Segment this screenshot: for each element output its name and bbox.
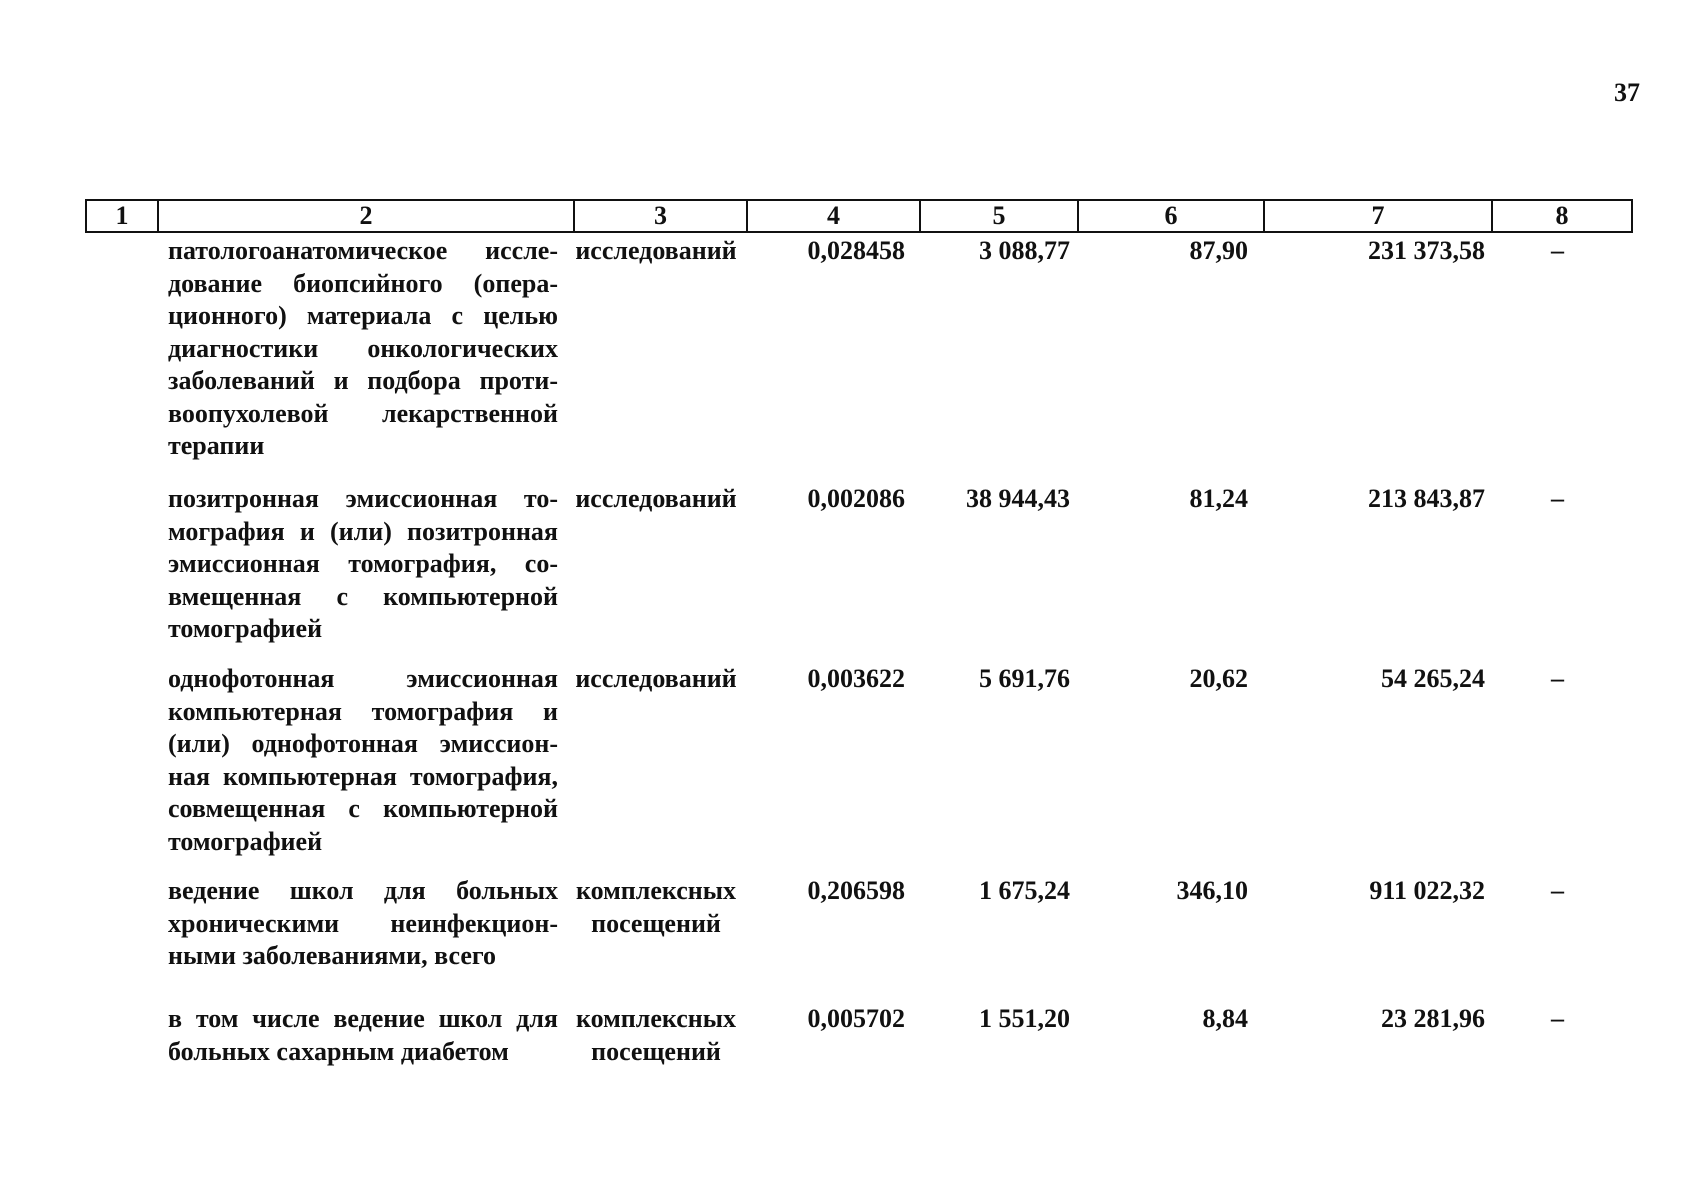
row-description: патологоанатомическое исследование биопсийного (операционного) материала с целью диагностики онкологических заболеваний и подбора противоопухолевой лекарственной терапии — [168, 236, 558, 460]
row-unit: исследований — [575, 236, 737, 265]
row-col5-value: 1 675,24 — [979, 876, 1070, 905]
row-col8-value: – — [1551, 236, 1564, 265]
row-col7-value: 213 843,87 — [1368, 484, 1485, 513]
row-col5-value: 5 691,76 — [979, 664, 1070, 693]
row-col4-value: 0,003622 — [807, 664, 905, 693]
row-description: однофотонная эмиссионная компьютерная томография и (или) однофотонная эмиссионная компьютерная томография, совмещенная с компьютерной томографией — [168, 664, 558, 856]
row-col8-value: – — [1551, 664, 1564, 693]
row-description: позитронная эмиссионная томография и (или) позитронная эмиссионная томография, совмещенная с компьютерной томографией — [168, 484, 558, 643]
header-col-7: 7 — [1264, 200, 1492, 232]
row-col7-value: 54 265,24 — [1381, 664, 1485, 693]
header-col-4: 4 — [747, 200, 920, 232]
row-col7-value: 231 373,58 — [1368, 236, 1485, 265]
row-col5-value: 1 551,20 — [979, 1004, 1070, 1033]
row-col6-value: 8,84 — [1202, 1004, 1248, 1033]
row-col5-value: 38 944,43 — [966, 484, 1070, 513]
row-col4-value: 0,028458 — [807, 236, 905, 265]
row-col8-value: – — [1551, 484, 1564, 513]
row-col4-value: 0,206598 — [807, 876, 905, 905]
row-col6-value: 87,90 — [1189, 236, 1248, 265]
row-col4-value: 0,005702 — [807, 1004, 905, 1033]
row-col6-value: 20,62 — [1189, 664, 1248, 693]
row-col6-value: 346,10 — [1176, 876, 1248, 905]
row-unit: комплексных посещений — [575, 1004, 737, 1066]
column-number-header — [85, 199, 1633, 233]
row-col4-value: 0,002086 — [807, 484, 905, 513]
row-col8-value: – — [1551, 1004, 1564, 1033]
header-col-1: 1 — [86, 200, 158, 232]
row-unit: исследований — [575, 484, 737, 513]
row-col6-value: 81,24 — [1189, 484, 1248, 513]
page-number: 37 — [1614, 78, 1640, 107]
row-col7-value: 23 281,96 — [1381, 1004, 1485, 1033]
header-col-8: 8 — [1492, 200, 1632, 232]
row-unit: исследований — [575, 664, 737, 693]
header-col-5: 5 — [920, 200, 1078, 232]
header-col-2: 2 — [158, 200, 574, 232]
header-col-3: 3 — [574, 200, 747, 232]
row-col8-value: – — [1551, 876, 1564, 905]
row-col7-value: 911 022,32 — [1369, 876, 1485, 905]
row-description: в том числе ведение школ для больных сахарным диабетом — [168, 1004, 558, 1066]
row-description: ведение школ для больных хроническими неинфекционными заболеваниями, всего — [168, 876, 558, 970]
header-col-6: 6 — [1078, 200, 1264, 232]
row-unit: комплексных посещений — [575, 876, 737, 938]
row-col5-value: 3 088,77 — [979, 236, 1070, 265]
